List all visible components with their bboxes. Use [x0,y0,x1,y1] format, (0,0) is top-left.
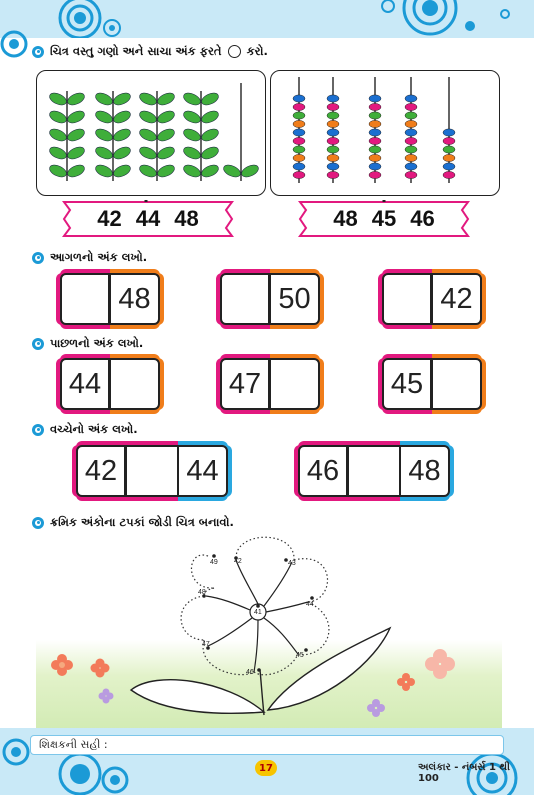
given-number: 48 [110,273,160,325]
dot-label: 49 [210,559,218,566]
bubble-decor-icon [0,0,534,38]
leaf-icon [48,109,69,126]
leaf-icon [138,163,159,180]
given-number: 50 [270,273,320,325]
abacus-bead [443,137,455,144]
abacus-bead [443,154,455,161]
answer-box[interactable] [382,273,432,325]
q4-title: વચ્ચેનો અંક લખો. [32,422,138,437]
abacus-bead [327,137,339,144]
leaf-icon [156,109,177,126]
abacus-bead [443,146,455,153]
abacus-bead [369,146,381,153]
leaf-icon [156,163,177,180]
abacus-bead [443,129,455,136]
dot-to-dot-flower[interactable] [36,530,502,730]
leaf-icon [200,109,221,126]
flower-center [206,560,308,672]
stem [260,670,264,715]
leaf-icon [138,91,159,108]
bullet-icon [32,424,44,436]
dot-label: 48 [198,589,206,596]
leaf-icon [112,127,133,144]
leaf-icon [156,145,177,162]
leaf-icon [66,91,87,108]
given-number: 46 [298,445,348,497]
leaf-icon [112,91,133,108]
abacus-bead [293,129,305,136]
dot-label: 41 [254,609,262,616]
abacus-picture-frame [270,70,500,196]
leaf-icon [66,145,87,162]
bullet-icon [32,46,44,58]
q4-triple [298,445,450,497]
dot-label: 45 [296,652,304,659]
bullet-icon [32,338,44,350]
abacus-bead [293,171,305,178]
leaf-icon [138,145,159,162]
leaf-icon [94,91,115,108]
abacus-bead [293,112,305,119]
leaf-icon [182,127,203,144]
abacus-bead [405,103,417,110]
leaf-icon [94,145,115,162]
abacus-bead [369,112,381,119]
abacus-picture [271,71,499,195]
abacus-bead [293,146,305,153]
given-number: 44 [178,445,228,497]
abacus-bead [405,146,417,153]
option-number[interactable]: 48 [174,206,199,231]
q1-right-options [298,200,470,238]
bullet-icon [32,517,44,529]
option-number[interactable]: 44 [135,206,161,231]
leaf-icon [156,91,177,108]
abacus-bead [293,120,305,127]
abacus-bead [327,112,339,119]
dot-label: 42 [234,558,242,565]
bullet-icon [32,252,44,264]
leaf-icon [200,127,221,144]
answer-box[interactable] [220,273,270,325]
abacus-bead [369,137,381,144]
abacus-bead [293,154,305,161]
q3-title: પાછળનો અંક લખો. [32,336,143,351]
abacus-bead [369,103,381,110]
dot-label: 44 [306,601,314,608]
leaf-icon [182,91,203,108]
signature-label: શિક્ષકની સહી : [39,738,108,751]
q2-pair [220,273,320,325]
circle-symbol-icon [228,45,241,58]
abacus-bead [293,103,305,110]
option-number[interactable]: 42 [97,206,122,231]
dot-label: 46 [246,669,254,676]
leaf-icon [66,127,87,144]
abacus-bead [293,163,305,170]
leaf-icon [48,127,69,144]
leaf-icon [48,145,69,162]
abacus-bead [405,163,417,170]
abacus-bead [405,129,417,136]
abacus-bead [443,163,455,170]
abacus-bead [405,154,417,161]
corner-bubble-icon [0,30,30,60]
leaf-icon [200,163,221,180]
q1-left-options [62,200,234,238]
abacus-bead [405,95,417,102]
leaf-icon [182,109,203,126]
abacus-bead [369,120,381,127]
leaf-right [268,628,390,710]
answer-box[interactable] [126,445,178,497]
abacus-bead [327,95,339,102]
abacus-bead [293,137,305,144]
abacus-bead [369,154,381,161]
option-number[interactable]: 46 [410,206,435,231]
answer-box[interactable] [270,358,320,410]
leaf-icon [182,163,203,180]
book-title: અલંકાર - નંબર્સ 1 થી 100 [418,762,510,784]
abacus-bead [443,171,455,178]
leaf-icon [94,163,115,180]
abacus-bead [405,171,417,178]
dot-label: 47 [202,641,210,648]
abacus-bead [327,171,339,178]
page-number: 17 [255,760,277,776]
given-number: 47 [220,358,270,410]
abacus-bead [405,120,417,127]
q3-pair [60,358,160,410]
leaf-icon [182,145,203,162]
given-number: 42 [76,445,126,497]
given-number: 44 [60,358,110,410]
abacus-bead [405,112,417,119]
q2-title: આગળનો અંક લખો. [32,250,147,265]
leaf-icon [138,127,159,144]
abacus-bead [327,120,339,127]
leaf-icon [156,127,177,144]
abacus-bead [327,103,339,110]
dot-label: 43 [288,560,296,567]
leaf-icon [94,109,115,126]
answer-box[interactable] [110,358,160,410]
option-number[interactable]: 48 [333,206,358,231]
abacus-bead [293,95,305,102]
abacus-bead [369,171,381,178]
leaf-icon [138,109,159,126]
abacus-bead [327,129,339,136]
q2-pair [382,273,482,325]
abacus-bead [405,137,417,144]
leaf-icon [48,91,69,108]
q5-title: ક્રમિક અંકોના ટપકાં જોડી ચિત્ર બનાવો. [32,515,234,530]
option-number[interactable]: 45 [371,206,397,231]
leaf-icon [112,109,133,126]
abacus-bead [327,146,339,153]
leaf-icon [112,145,133,162]
leaf-icon [112,163,133,180]
q3-pair [382,358,482,410]
leaf-icon [66,109,87,126]
abacus-bead [327,154,339,161]
answer-box[interactable] [60,273,110,325]
leaf-icon [200,91,221,108]
leaf-icon [222,163,243,180]
teacher-signature-field[interactable] [30,735,504,755]
abacus-bead [369,95,381,102]
q2-pair [60,273,160,325]
q3-pair [220,358,320,410]
plants-picture [37,71,265,195]
answer-box[interactable] [432,358,482,410]
given-number: 45 [382,358,432,410]
abacus-bead [369,163,381,170]
q4-triple [76,445,228,497]
leaf-icon [94,127,115,144]
given-number: 48 [400,445,450,497]
abacus-bead [369,129,381,136]
answer-box[interactable] [348,445,400,497]
q1-title: ચિત્ર વસ્તુ ગણો અને સાચા અંક ફરતે કરો. [32,44,268,59]
leaf-icon [240,163,261,180]
given-number: 42 [432,273,482,325]
leaf-icon [66,163,87,180]
leaf-icon [200,145,221,162]
abacus-bead [327,163,339,170]
top-decor-band [0,0,534,38]
leaf-left [131,680,264,714]
plants-picture-frame [36,70,266,196]
leaf-icon [48,163,69,180]
